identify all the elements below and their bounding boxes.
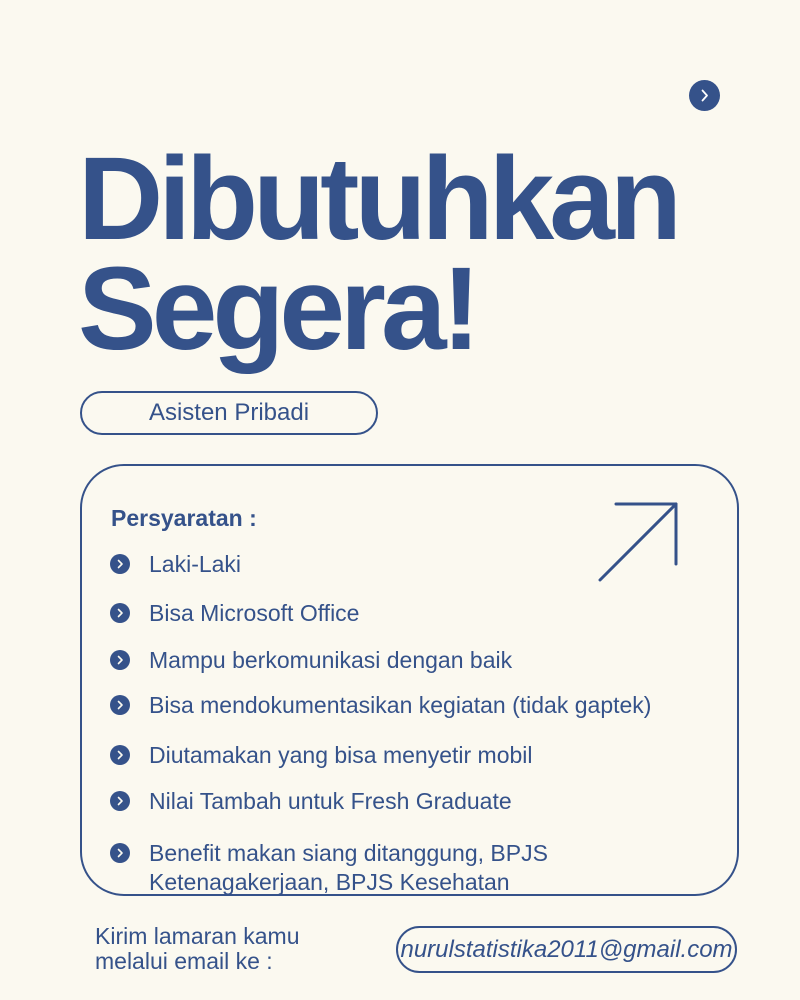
requirement-text: Bisa mendokumentasikan kegiatan (tidak gaptek) <box>149 692 652 718</box>
apply-line-2: melalui email ke : <box>95 948 273 974</box>
requirement-text: Mampu berkomunikasi dengan baik <box>149 647 513 673</box>
apply-line-1: Kirim lamaran kamu <box>95 923 300 949</box>
bullet-chevron-icon <box>110 650 130 670</box>
position-badge <box>80 391 378 435</box>
requirement-text: Bisa Microsoft Office <box>149 600 360 626</box>
chevron-right-icon <box>689 80 720 111</box>
requirement-item <box>110 550 730 579</box>
bullet-chevron-icon <box>110 745 130 765</box>
next-slide-button[interactable] <box>689 80 720 111</box>
email-address-link[interactable] <box>396 926 737 973</box>
email-address-text: nurulstatistika2011@gmail.com <box>400 935 733 963</box>
requirement-item <box>110 599 730 628</box>
apply-instructions <box>95 924 300 974</box>
requirement-item <box>110 741 730 770</box>
requirement-item <box>110 839 730 897</box>
bullet-chevron-icon <box>110 554 130 574</box>
requirement-text: Nilai Tambah untuk Fresh Graduate <box>149 788 512 814</box>
position-label: Asisten Pribadi <box>148 399 310 426</box>
requirement-item <box>110 646 730 675</box>
bullet-chevron-icon <box>110 695 130 715</box>
headline-line-2: Segera! <box>78 243 476 375</box>
requirement-text: Benefit makan siang ditanggung, BPJS Ketenagakerjaan, BPJS Kesehatan <box>149 840 548 895</box>
requirement-item <box>110 691 730 720</box>
bullet-chevron-icon <box>110 843 130 863</box>
requirement-text: Diutamakan yang bisa menyetir mobil <box>149 742 533 768</box>
requirement-item <box>110 787 730 816</box>
headline-line-1: Dibutuhkan <box>78 133 677 265</box>
bullet-chevron-icon <box>110 603 130 623</box>
requirement-text: Laki-Laki <box>149 551 242 577</box>
requirements-title: Persyaratan : <box>111 505 257 531</box>
bullet-chevron-icon <box>110 791 130 811</box>
